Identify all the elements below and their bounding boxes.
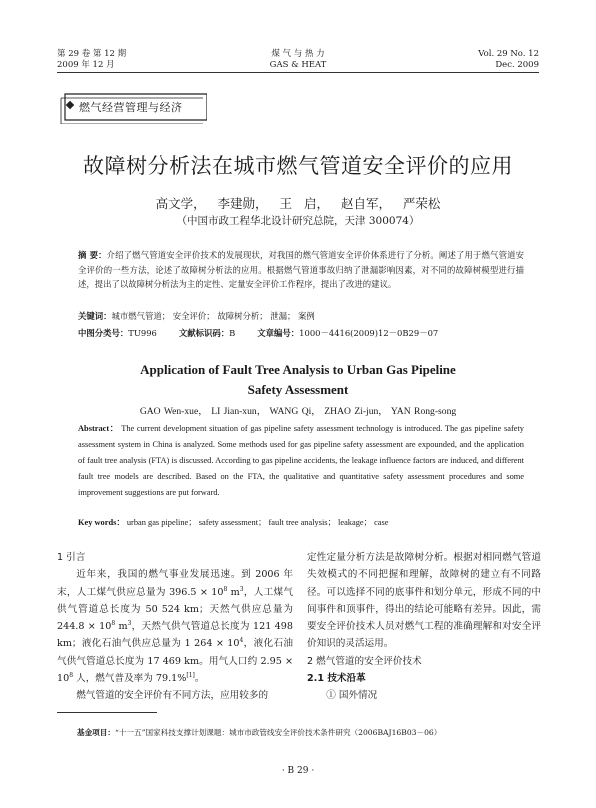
text-run: ，人工煤气供气管道总长度为 50 524 km；天然气供应总量为 244.8 × 10 — [57, 586, 293, 633]
section-badge-label: 燃气经营管理与经济 — [79, 101, 183, 114]
keywords-cn-label: 关键词： — [78, 311, 112, 321]
clc-value: TU996 — [128, 328, 157, 338]
keywords-cn-text: 城市燃气管道； 安全评价； 故障树分析； 泄漏； 案例 — [111, 311, 315, 321]
keywords-en-text: urban gas pipeline； safety assessment； fault tree analysis； leakage； case — [126, 518, 389, 527]
superscript: 8 — [223, 585, 228, 593]
body-paragraph: 燃气管道的安全评价有不同方法，应用较多的 — [76, 690, 269, 702]
article-number-label: 文章编号： — [257, 328, 300, 338]
abstract-cn — [78, 248, 524, 292]
subsection-2-1-heading: 2.1 技术沿革 — [307, 673, 366, 685]
volume-issue: 第 29 卷 第 12 期 — [57, 49, 127, 59]
paper-title-en-line2: Safety Assessment — [247, 382, 349, 397]
section-1-heading: 1 引言 — [57, 552, 86, 563]
journal-volume-info-en — [478, 49, 539, 71]
list-item: ① 国外情况 — [326, 690, 378, 702]
text-run: 近年来，我国的燃气事业发展迅速。到 2006 年末，人工煤气供应总量为 396.5 × 10 — [57, 569, 293, 598]
paper-title-en — [0, 360, 596, 400]
classification-line — [78, 327, 524, 339]
text-run: m — [227, 586, 240, 598]
footnote-rule — [57, 712, 157, 713]
abstract-cn-label: 摘 要： — [78, 250, 107, 260]
body-paragraph — [57, 566, 293, 687]
clc-label: 中图分类号： — [78, 328, 129, 338]
text-run: 人，燃气普及率为 79.1% — [73, 673, 187, 685]
text-run: m — [115, 621, 128, 633]
body-right-column — [307, 549, 541, 705]
issue-date: 2009 年 12 月 — [57, 60, 115, 70]
abstract-en-label: Abstract： — [78, 424, 119, 433]
footnote-label: 基金项目： — [77, 728, 115, 737]
superscript: 8 — [69, 671, 74, 679]
article-number-value: 1000－4416(2009)12－0B29－07 — [299, 328, 439, 338]
footnote-text: “十一五”国家科技支撑计划课题：城市市政管线安全评价技术条件研究（2006BAJ16B03－06） — [114, 728, 442, 737]
section-2-heading: 2 燃气管道的安全评价技术 — [307, 655, 422, 667]
paper-title-en-line1: Application of Fault Tree Analysis to Urban Gas Pipeline — [140, 362, 456, 377]
issue-date-en: Dec. 2009 — [495, 60, 539, 70]
authors-cn: 高文学， 李建勋， 王 启， 赵自军， 严荣松 — [155, 196, 441, 211]
affiliation-cn: （中国市政工程华北设计研究总院，天津 300074） — [176, 215, 420, 227]
keywords-cn — [78, 310, 524, 322]
text-run: 。 — [194, 673, 205, 685]
citation-ref[interactable]: [1] — [186, 671, 195, 679]
superscript: 4 — [239, 637, 244, 645]
keywords-en-label: Key words： — [78, 518, 125, 527]
header-rule — [57, 72, 539, 73]
section-badge — [57, 90, 207, 124]
text-run: ，天然气供气管道总长度为 121 498 km；液化石油气供应总量为 1 264 × 10 — [57, 621, 293, 650]
journal-name-en: GAS & HEAT — [269, 60, 327, 70]
body-left-column — [57, 549, 293, 705]
body-paragraph: 定性定量分析方法是故障树分析。根据对相同燃气管道失效模式的不同把握和理解，故障树的建立有不同路径。可以选择不同的底事件和划分单元，形成不同的中间事件和顶事件，得出的结论可能略有差异。因此，需要安全评价技术人员对燃气工程的准确理解和对安全评价知识的灵活运用。 — [307, 552, 541, 650]
abstract-en-text: The current development situation of gas pipeline safety assessment technology is introduced. The gas pipeline safety assessment system in China is analyzed. Some methods used for gas pipeline safety assessment are expounded, and the application of fault tree analysis (FTA) is discussed. According to gas pipeline accidents, the leakage influence factors are induced, and different fault tree models are described. Based on the FTA, the qualitative and quantitative safety assessment procedures and some improvement suggestions are put forward. — [78, 424, 524, 497]
doc-code-value: B — [229, 328, 236, 338]
journal-name-cn: 煤 气 与 热 力 — [271, 49, 325, 59]
superscript: 3 — [239, 585, 244, 593]
text-run: ，液化石油气供气管道总长度为 17 469 km。用气人口约 2.95 × 10 — [57, 638, 294, 685]
volume-issue-en: Vol. 29 No. 12 — [478, 49, 539, 59]
superscript: 8 — [111, 620, 116, 627]
authors-en: GAO Wen-xue， LI Jian-xun， WANG Qi， ZHAO Zi-jun， YAN Rong-song — [139, 406, 457, 417]
keywords-en — [78, 516, 524, 528]
abstract-en — [78, 421, 524, 501]
funding-footnote — [77, 727, 441, 738]
superscript: 3 — [127, 620, 132, 627]
doc-code-label: 文献标识码： — [178, 328, 230, 338]
page-number: · B 29 · — [281, 766, 315, 776]
paper-title-cn: 故障树分析法在城市燃气管道安全评价的应用 — [83, 154, 513, 178]
abstract-cn-text: 介绍了燃气管道安全评价技术的发展现状，对我国的燃气管道安全评价体系进行了分析。阐述了用于燃气管道安全评价的一些方法，论述了故障树分析法的应用。根据燃气管道事故归纳了泄漏影响因素，对不同的故障树模型进行描述，提出了以故障树分析法为主的定性、定量安全评价工作程序，提出了改进的建议。 — [78, 250, 524, 290]
